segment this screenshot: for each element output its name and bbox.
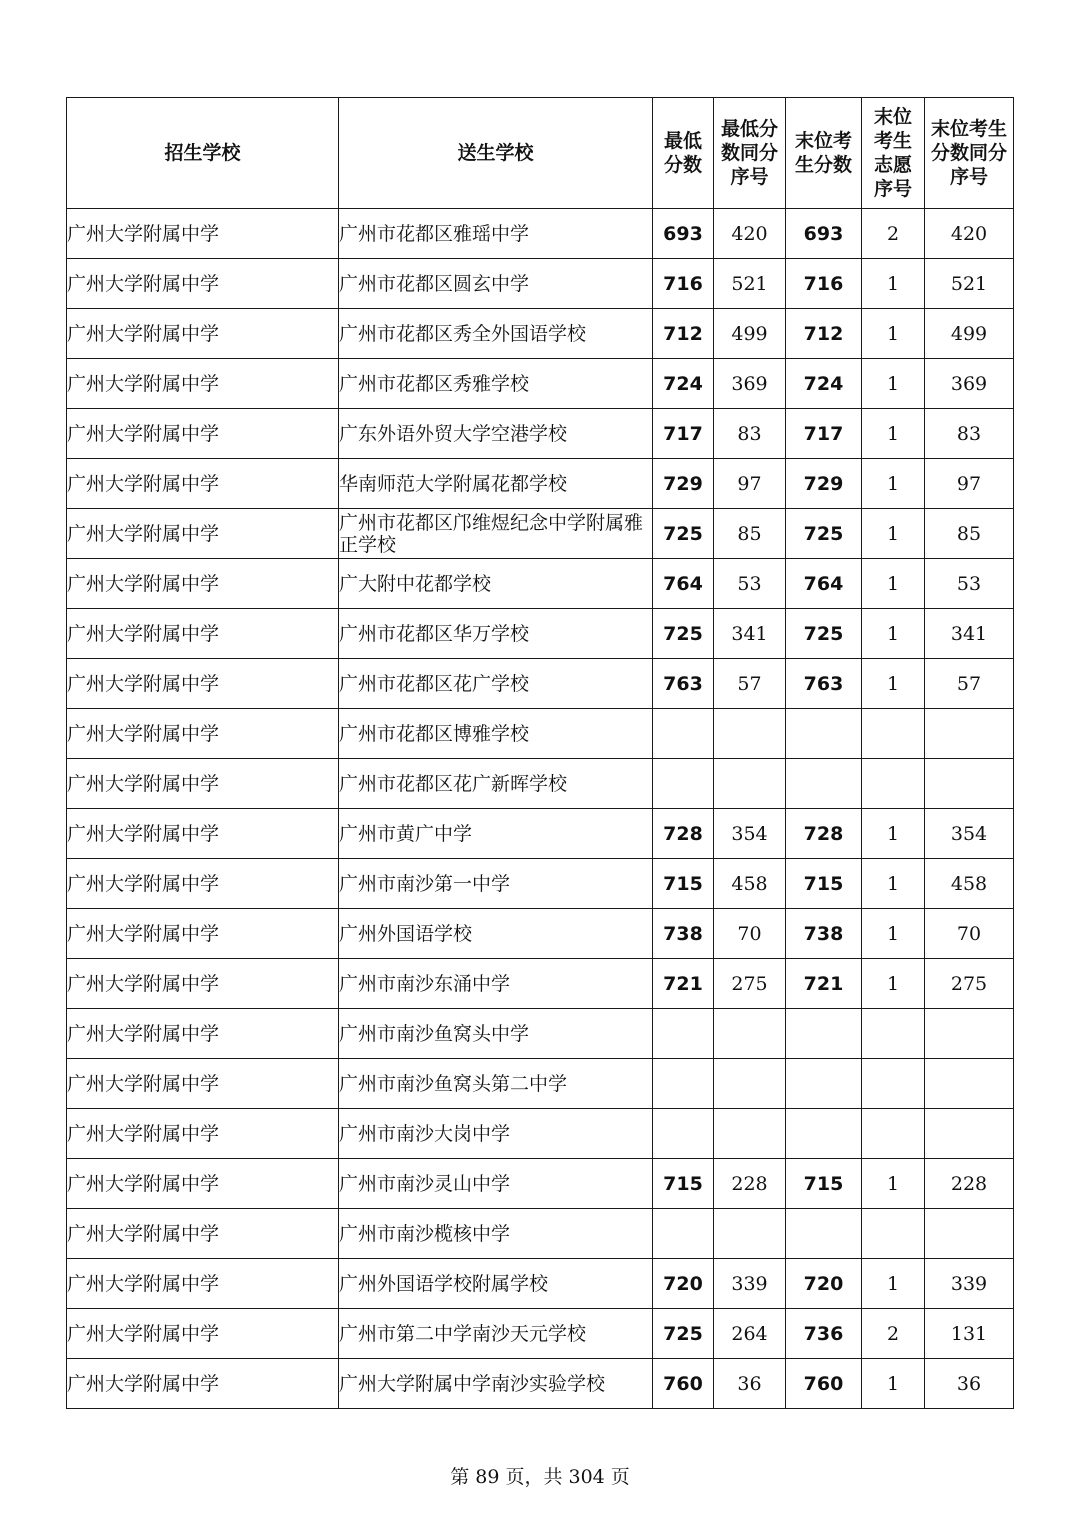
min-score-cell: 763 bbox=[653, 659, 714, 709]
enrolling-school-cell: 广州大学附属中学 bbox=[67, 1009, 339, 1059]
min-score-cell: 724 bbox=[653, 359, 714, 409]
enrolling-school-cell: 广州大学附属中学 bbox=[67, 1359, 339, 1409]
sending-school-cell: 广东外语外贸大学空港学校 bbox=[339, 409, 653, 459]
min-score-cell: 725 bbox=[653, 609, 714, 659]
header-last-choice-rank: 末位 考生 志愿 序号 bbox=[862, 98, 925, 209]
min-score-tie-rank-cell: 83 bbox=[714, 409, 786, 459]
last-choice-rank-cell: 1 bbox=[862, 459, 925, 509]
last-choice-rank-cell: 1 bbox=[862, 259, 925, 309]
admission-table bbox=[66, 97, 1014, 1409]
enrolling-school-cell: 广州大学附属中学 bbox=[67, 859, 339, 909]
last-score-cell: 715 bbox=[786, 859, 862, 909]
enrolling-school-cell: 广州大学附属中学 bbox=[67, 259, 339, 309]
min-score-tie-rank-cell: 275 bbox=[714, 959, 786, 1009]
table-row bbox=[67, 409, 1014, 459]
last-score-cell: 729 bbox=[786, 459, 862, 509]
table-row bbox=[67, 1209, 1014, 1259]
last-choice-rank-cell: 1 bbox=[862, 1259, 925, 1309]
last-score-tie-rank-cell: 228 bbox=[925, 1159, 1014, 1209]
last-score-cell: 760 bbox=[786, 1359, 862, 1409]
last-score-cell bbox=[786, 1209, 862, 1259]
table-header bbox=[67, 98, 1014, 209]
header-sending-school: 送生学校 bbox=[339, 98, 653, 209]
last-score-cell: 716 bbox=[786, 259, 862, 309]
min-score-cell: 715 bbox=[653, 859, 714, 909]
table-row bbox=[67, 1309, 1014, 1359]
last-choice-rank-cell bbox=[862, 1009, 925, 1059]
enrolling-school-cell: 广州大学附属中学 bbox=[67, 1159, 339, 1209]
sending-school-cell: 广州市花都区博雅学校 bbox=[339, 709, 653, 759]
last-score-tie-rank-cell: 57 bbox=[925, 659, 1014, 709]
last-score-tie-rank-cell: 339 bbox=[925, 1259, 1014, 1309]
header-row bbox=[67, 98, 1014, 209]
last-choice-rank-cell: 1 bbox=[862, 1359, 925, 1409]
min-score-tie-rank-cell: 354 bbox=[714, 809, 786, 859]
min-score-cell: 760 bbox=[653, 1359, 714, 1409]
last-score-cell: 693 bbox=[786, 209, 862, 259]
last-score-tie-rank-cell bbox=[925, 759, 1014, 809]
sending-school-cell: 广州外国语学校 bbox=[339, 909, 653, 959]
min-score-tie-rank-cell: 499 bbox=[714, 309, 786, 359]
min-score-tie-rank-cell bbox=[714, 709, 786, 759]
header-min-score: 最低 分数 bbox=[653, 98, 714, 209]
sending-school-cell: 广州市南沙东涌中学 bbox=[339, 959, 653, 1009]
min-score-cell: 716 bbox=[653, 259, 714, 309]
last-score-cell: 720 bbox=[786, 1259, 862, 1309]
last-choice-rank-cell: 2 bbox=[862, 1309, 925, 1359]
sending-school-cell: 广州市南沙灵山中学 bbox=[339, 1159, 653, 1209]
last-choice-rank-cell: 1 bbox=[862, 509, 925, 559]
last-score-tie-rank-cell: 458 bbox=[925, 859, 1014, 909]
enrolling-school-cell: 广州大学附属中学 bbox=[67, 459, 339, 509]
last-score-tie-rank-cell: 499 bbox=[925, 309, 1014, 359]
table-row bbox=[67, 659, 1014, 709]
enrolling-school-cell: 广州大学附属中学 bbox=[67, 959, 339, 1009]
min-score-cell bbox=[653, 709, 714, 759]
last-score-cell: 717 bbox=[786, 409, 862, 459]
table-row bbox=[67, 1359, 1014, 1409]
min-score-tie-rank-cell: 521 bbox=[714, 259, 786, 309]
last-score-cell: 712 bbox=[786, 309, 862, 359]
min-score-cell bbox=[653, 1009, 714, 1059]
last-score-cell bbox=[786, 1109, 862, 1159]
min-score-cell bbox=[653, 1059, 714, 1109]
last-score-cell: 715 bbox=[786, 1159, 862, 1209]
table-row bbox=[67, 559, 1014, 609]
last-choice-rank-cell: 1 bbox=[862, 659, 925, 709]
min-score-cell: 729 bbox=[653, 459, 714, 509]
header-last-score: 末位考 生分数 bbox=[786, 98, 862, 209]
enrolling-school-cell: 广州大学附属中学 bbox=[67, 1209, 339, 1259]
enrolling-school-cell: 广州大学附属中学 bbox=[67, 759, 339, 809]
table-row bbox=[67, 459, 1014, 509]
table-row bbox=[67, 309, 1014, 359]
last-score-tie-rank-cell: 97 bbox=[925, 459, 1014, 509]
min-score-cell: 725 bbox=[653, 1309, 714, 1359]
table-body bbox=[67, 209, 1014, 1409]
last-score-tie-rank-cell: 354 bbox=[925, 809, 1014, 859]
enrolling-school-cell: 广州大学附属中学 bbox=[67, 609, 339, 659]
min-score-tie-rank-cell bbox=[714, 759, 786, 809]
min-score-tie-rank-cell: 339 bbox=[714, 1259, 786, 1309]
min-score-tie-rank-cell: 228 bbox=[714, 1159, 786, 1209]
enrolling-school-cell: 广州大学附属中学 bbox=[67, 1309, 339, 1359]
min-score-tie-rank-cell: 369 bbox=[714, 359, 786, 409]
enrolling-school-cell: 广州大学附属中学 bbox=[67, 559, 339, 609]
last-score-cell: 725 bbox=[786, 509, 862, 559]
last-score-tie-rank-cell bbox=[925, 709, 1014, 759]
last-score-cell bbox=[786, 759, 862, 809]
sending-school-cell: 广州市花都区秀全外国语学校 bbox=[339, 309, 653, 359]
last-score-tie-rank-cell: 83 bbox=[925, 409, 1014, 459]
table-row bbox=[67, 259, 1014, 309]
sending-school-cell: 广州市花都区华万学校 bbox=[339, 609, 653, 659]
table-row bbox=[67, 209, 1014, 259]
min-score-tie-rank-cell bbox=[714, 1109, 786, 1159]
min-score-cell: 728 bbox=[653, 809, 714, 859]
min-score-cell: 764 bbox=[653, 559, 714, 609]
last-choice-rank-cell: 1 bbox=[862, 409, 925, 459]
enrolling-school-cell: 广州大学附属中学 bbox=[67, 909, 339, 959]
enrolling-school-cell: 广州大学附属中学 bbox=[67, 709, 339, 759]
enrolling-school-cell: 广州大学附属中学 bbox=[67, 809, 339, 859]
table-row bbox=[67, 359, 1014, 409]
sending-school-cell: 广州大学附属中学南沙实验学校 bbox=[339, 1359, 653, 1409]
sending-school-cell: 广州市花都区秀雅学校 bbox=[339, 359, 653, 409]
table-row bbox=[67, 1059, 1014, 1109]
sending-school-cell: 广州市花都区圆玄中学 bbox=[339, 259, 653, 309]
last-score-cell: 721 bbox=[786, 959, 862, 1009]
min-score-cell bbox=[653, 1109, 714, 1159]
last-score-tie-rank-cell: 341 bbox=[925, 609, 1014, 659]
min-score-tie-rank-cell bbox=[714, 1009, 786, 1059]
last-score-cell: 738 bbox=[786, 909, 862, 959]
sending-school-cell: 广州市南沙榄核中学 bbox=[339, 1209, 653, 1259]
last-score-tie-rank-cell: 36 bbox=[925, 1359, 1014, 1409]
header-last-score-tie-rank: 末位考生 分数同分 序号 bbox=[925, 98, 1014, 209]
min-score-cell: 715 bbox=[653, 1159, 714, 1209]
last-score-tie-rank-cell: 85 bbox=[925, 509, 1014, 559]
table-row bbox=[67, 859, 1014, 909]
last-choice-rank-cell: 1 bbox=[862, 559, 925, 609]
header-min-score-tie-rank: 最低分 数同分 序号 bbox=[714, 98, 786, 209]
last-choice-rank-cell: 1 bbox=[862, 809, 925, 859]
sending-school-cell: 广州市南沙大岗中学 bbox=[339, 1109, 653, 1159]
last-score-tie-rank-cell bbox=[925, 1009, 1014, 1059]
last-score-cell: 728 bbox=[786, 809, 862, 859]
enrolling-school-cell: 广州大学附属中学 bbox=[67, 209, 339, 259]
min-score-tie-rank-cell: 70 bbox=[714, 909, 786, 959]
sending-school-cell: 广州市花都区雅瑶中学 bbox=[339, 209, 653, 259]
last-score-tie-rank-cell: 131 bbox=[925, 1309, 1014, 1359]
last-score-tie-rank-cell: 369 bbox=[925, 359, 1014, 409]
last-score-tie-rank-cell: 53 bbox=[925, 559, 1014, 609]
last-score-cell: 763 bbox=[786, 659, 862, 709]
min-score-cell bbox=[653, 1209, 714, 1259]
table-row bbox=[67, 809, 1014, 859]
min-score-cell: 712 bbox=[653, 309, 714, 359]
sending-school-cell: 广州外国语学校附属学校 bbox=[339, 1259, 653, 1309]
last-choice-rank-cell: 1 bbox=[862, 1159, 925, 1209]
min-score-tie-rank-cell: 85 bbox=[714, 509, 786, 559]
min-score-tie-rank-cell: 53 bbox=[714, 559, 786, 609]
header-enrolling-school: 招生学校 bbox=[67, 98, 339, 209]
last-score-tie-rank-cell bbox=[925, 1109, 1014, 1159]
last-choice-rank-cell: 1 bbox=[862, 609, 925, 659]
sending-school-cell: 广州市花都区邝维煜纪念中学附属雅正学校 bbox=[339, 509, 653, 559]
last-score-tie-rank-cell: 70 bbox=[925, 909, 1014, 959]
last-score-cell: 764 bbox=[786, 559, 862, 609]
min-score-cell: 725 bbox=[653, 509, 714, 559]
min-score-cell: 693 bbox=[653, 209, 714, 259]
last-score-cell bbox=[786, 1009, 862, 1059]
last-choice-rank-cell bbox=[862, 709, 925, 759]
last-choice-rank-cell bbox=[862, 1209, 925, 1259]
last-score-cell bbox=[786, 1059, 862, 1109]
enrolling-school-cell: 广州大学附属中学 bbox=[67, 1109, 339, 1159]
min-score-cell: 721 bbox=[653, 959, 714, 1009]
last-score-tie-rank-cell bbox=[925, 1209, 1014, 1259]
last-score-cell: 724 bbox=[786, 359, 862, 409]
page-footer: 第 89 页，共 304 页 bbox=[450, 1466, 630, 1488]
enrolling-school-cell: 广州大学附属中学 bbox=[67, 1059, 339, 1109]
enrolling-school-cell: 广州大学附属中学 bbox=[67, 409, 339, 459]
table-row bbox=[67, 1009, 1014, 1059]
last-score-tie-rank-cell: 420 bbox=[925, 209, 1014, 259]
enrolling-school-cell: 广州大学附属中学 bbox=[67, 359, 339, 409]
last-score-tie-rank-cell: 275 bbox=[925, 959, 1014, 1009]
min-score-tie-rank-cell bbox=[714, 1059, 786, 1109]
last-choice-rank-cell bbox=[862, 1059, 925, 1109]
table-row bbox=[67, 1159, 1014, 1209]
last-choice-rank-cell: 2 bbox=[862, 209, 925, 259]
sending-school-cell: 广州市花都区花广新晖学校 bbox=[339, 759, 653, 809]
last-choice-rank-cell: 1 bbox=[862, 359, 925, 409]
enrolling-school-cell: 广州大学附属中学 bbox=[67, 309, 339, 359]
sending-school-cell: 广州市黄广中学 bbox=[339, 809, 653, 859]
table-row bbox=[67, 1259, 1014, 1309]
table-row bbox=[67, 1109, 1014, 1159]
sending-school-cell: 广州市南沙鱼窝头第二中学 bbox=[339, 1059, 653, 1109]
sending-school-cell: 广州市花都区花广学校 bbox=[339, 659, 653, 709]
last-score-cell: 736 bbox=[786, 1309, 862, 1359]
sending-school-cell: 广州市南沙第一中学 bbox=[339, 859, 653, 909]
last-choice-rank-cell bbox=[862, 759, 925, 809]
min-score-cell bbox=[653, 759, 714, 809]
table-row bbox=[67, 959, 1014, 1009]
table-row bbox=[67, 609, 1014, 659]
min-score-tie-rank-cell: 458 bbox=[714, 859, 786, 909]
table-row bbox=[67, 909, 1014, 959]
sending-school-cell: 广大附中花都学校 bbox=[339, 559, 653, 609]
min-score-cell: 738 bbox=[653, 909, 714, 959]
sending-school-cell: 广州市南沙鱼窝头中学 bbox=[339, 1009, 653, 1059]
min-score-tie-rank-cell: 36 bbox=[714, 1359, 786, 1409]
min-score-cell: 717 bbox=[653, 409, 714, 459]
last-score-tie-rank-cell bbox=[925, 1059, 1014, 1109]
last-score-tie-rank-cell: 521 bbox=[925, 259, 1014, 309]
min-score-cell: 720 bbox=[653, 1259, 714, 1309]
table-row bbox=[67, 759, 1014, 809]
min-score-tie-rank-cell bbox=[714, 1209, 786, 1259]
enrolling-school-cell: 广州大学附属中学 bbox=[67, 509, 339, 559]
table-row bbox=[67, 509, 1014, 559]
last-choice-rank-cell: 1 bbox=[862, 859, 925, 909]
table-row bbox=[67, 709, 1014, 759]
enrolling-school-cell: 广州大学附属中学 bbox=[67, 1259, 339, 1309]
last-score-cell bbox=[786, 709, 862, 759]
min-score-tie-rank-cell: 341 bbox=[714, 609, 786, 659]
sending-school-cell: 广州市第二中学南沙天元学校 bbox=[339, 1309, 653, 1359]
min-score-tie-rank-cell: 264 bbox=[714, 1309, 786, 1359]
last-choice-rank-cell: 1 bbox=[862, 309, 925, 359]
last-choice-rank-cell: 1 bbox=[862, 909, 925, 959]
min-score-tie-rank-cell: 57 bbox=[714, 659, 786, 709]
last-score-cell: 725 bbox=[786, 609, 862, 659]
min-score-tie-rank-cell: 97 bbox=[714, 459, 786, 509]
min-score-tie-rank-cell: 420 bbox=[714, 209, 786, 259]
sending-school-cell: 华南师范大学附属花都学校 bbox=[339, 459, 653, 509]
enrolling-school-cell: 广州大学附属中学 bbox=[67, 659, 339, 709]
last-choice-rank-cell bbox=[862, 1109, 925, 1159]
last-choice-rank-cell: 1 bbox=[862, 959, 925, 1009]
